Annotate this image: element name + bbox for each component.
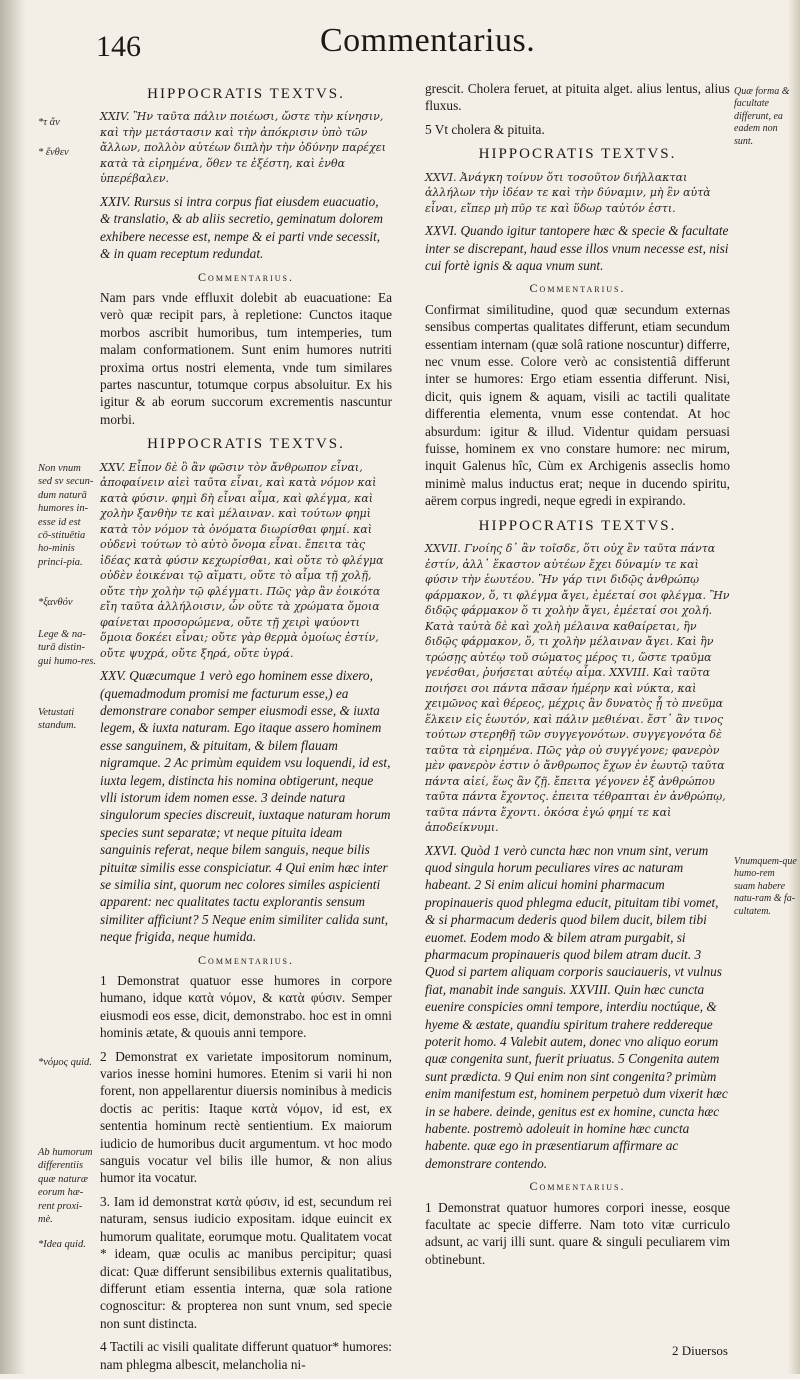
commentary-text: 4 Tactili ac visili qualitate differunt quatuor* humores: nam phlegma albescit, melancholia ni- bbox=[100, 1339, 392, 1372]
latin-translation: XXVI. Quando igitur tantopere hæc & specie & facultate inter se discrepant, haud esse illos vnum necesse est, nisi cui fortè ignis & aqua vnum sunt. bbox=[425, 223, 729, 273]
commentary-text: Confirmat similitudine, quod quæ secundum externas sensibus compertas qualitates differunt, etiam secundum essentiam internam (quæ solâ ratione noscuntur) differre, nec vnum esse. Colore verò ac consistentiâ differunt inter se humores: Ergo etiam essentia differunt. Nisi, dicit, quis ignem & aquam, visili ac tactili qualitate differentia elementa, vnum esse contendat. At hoc absurdum: igitur & illud. Videntur quidam persuasi fuisse, hominem ex vno constare humore: nec mirum, inquit Galenus hîc, Cùm ex Archigenis asseclis homo minimè malus inductus erat; neque in ducendo spiritu, aërem corpus ingredi, neque egredi in expirando. bbox=[425, 301, 730, 509]
margin-note: Vetustati standum. bbox=[38, 707, 77, 732]
margin-note: Non vnum sed sv secun-dum naturā humores in-esse id est cō-stituētia ho-minis princi-pia. bbox=[38, 463, 94, 568]
commentary-heading: Commentarius. bbox=[529, 281, 626, 296]
commentary-text: 2 Demonstrat ex varietate impositorum nominum, varios inesse homini humores. Etenim si varii hi non forent, non appellarentur diuersis nominibus à medicis doctis ac peritis: Itaque κατὰ νόμον, id est, ex sententia hominum rectè sentientium. Ex maiorum iudicio de humoribus ducit argumentum. vt hoc modo sanguis vocatur vel bilis ille humor, & non alius humor ita vocatur. bbox=[100, 1048, 392, 1186]
section-heading: HIPPOCRATIS TEXTVS. bbox=[478, 517, 677, 534]
margin-note: Lege & na-turā distin-gui humo-res. bbox=[38, 629, 96, 667]
commentary-text: 1 Demonstrat quatuor esse humores in corpore humano, idque κατὰ νόμον, & κατὰ φύσιν. Semper eiusmodi eos esse, dicit, demonstrabo. hoc est in omni hominis ætate, & quouis anni tempore. bbox=[100, 973, 392, 1041]
right-column bbox=[425, 78, 730, 1274]
continued-text: 5 Vt cholera & pituita. bbox=[425, 121, 545, 137]
commentary-heading: Commentarius. bbox=[198, 269, 294, 284]
latin-translation: XXVI. Quòd 1 verò cuncta hæc non vnum sint, verum quod singula horum peculiares vires ac naturam habeant. 2 Si enim alicui homini pharmacum propinaueris quod phlegma educit, pituitam tibi vomet, & si pharmacum dederis quod bilem ducit, bilem tibi euomet. Eodem modo & bilem atram purgabit, si pharmacum propinaueris quod bilem atram ducit. 3 Quod si partem aliquam corporis sauciaueris, vt vulnus fiat, manabit inde sanguis. XXVIII. Quin hæc cuncta euenire conspicies omni tempore, interdiu noctúque, & hyeme & æstate, quandiu spiritum trahere reddereque poterit homo. 4 Valebit autem, donec vno aliquo eorum quæ congenita sunt, fuerit priuatus. 5 Congenita autem sunt prædicta. 9 Qui enim non sint congenita? primùm enim manifestum est, hominem perpetuò dum vixerit hæc in se habere. deinde, genitus est ex homine, cuncta hæc habente. postremò adoleuit in homine hæc cuncta habente. quæ ego in præsentiarum affirmare ac demonstrare contendo. bbox=[425, 842, 728, 1171]
margin-note: Vnumquem-que humo-rem suam habere natu-ram & fa-cultatem. bbox=[734, 856, 797, 917]
running-head: Commentarius. bbox=[320, 22, 536, 59]
greek-text: XXV. Εἶπον δὲ ὃ ἂν φῶσιν τὸν ἄνθρωπον εἶναι, ἀποφαίνειν αἰεὶ ταῦτα εἶναι, καὶ κατὰ νόμον καὶ κατὰ φύσιν. φημὶ δὴ εἶναι αἷμα, καὶ φλέγμα, καὶ χολὴν ξανθὴν τε καὶ μέλαιναν. καὶ τούτων φημὶ κατὰ τὸν νόμον τὰ ὀνόματα διωρίσθαι φημί. καὶ οὐδενὶ τούτων τὸ αὐτὸ ὄνομα εἶναι. ἔπειτα τὰς ἰδέας κατὰ φύσιν κεχωρίσθαι, καὶ οὔτε τὸ φλέγμα οὐδὲν ἐοικέναι τῷ αἵματι, οὔτε τὸ αἷμα τῇ χολῇ, οὔτε τὴν χολὴν τῷ φλέγματι. Πῶς γὰρ ἂν ἐοικότα εἴη ταῦτα ἀλλήλοισιν, ὧν οὔτε τὰ χρώματα ὅμοια φαίνεται προσορώμενα, οὔτε τῇ χειρὶ ψαύοντι ὅμοια δοκέει εἶναι; οὔτε γὰρ θερμὰ ὁμοίως ἐστίν, οὔτε ψυχρά, οὔτε ξηρά, οὔτε ὑγρά. bbox=[100, 460, 384, 660]
binding-shadow bbox=[0, 0, 26, 1374]
page-number: 146 bbox=[96, 30, 141, 63]
latin-translation: XXV. Quæcumque 1 verò ego hominem esse dixero, (quemadmodum promisi me facturum esse,) ea demonstrare conabor semper eiusmodi esse, & iuxta legem, & iuxta naturam. Ego itaque assero hominem esse sanguinem, & pituitam, & bilem flauam nigramque. 2 Ac primùm equidem vsu loquendi, id est, iuxta legem, distincta his nomina obtigerunt, neque vlli istorum idem nomen esse. 3 deinde natura singulorum species discreuit, iuxtaque naturam horum species sunt separatæ; vt neque pituita ideam sanguinis referat, neque bilem sanguis, neque bilis pituitæ similis esse conspiciatur. 4 Qui enim hæc inter se similia sint, quorum nec colores similes aspicienti apparent: nec qualitates tactu explorantis sensum similiter afficiunt? 5 Neque enim similiter calida sunt, neque frigida, neque humida. bbox=[100, 668, 391, 945]
section-heading: HIPPOCRATIS TEXTVS. bbox=[478, 146, 677, 163]
catchword: 2 Diuersos bbox=[672, 1343, 728, 1358]
commentary-text: 3. Iam id demonstrat κατὰ φύσιν, id est, secundum rei naturam, sensus iudicio expositam. idque euincit ex humorum qualitate, eorumque motu. Qualitatem vocat * ideam, quæ oculis ac manibus percipitur; quasi dicat: Quæ differunt sensibilibus externis qualitatibus, differunt etiam essentia interna, quæ sola ratione cognoscitur: & propterea non sunt vnum, sed specie non sunt distincta. bbox=[100, 1193, 392, 1331]
section-heading: HIPPOCRATIS TEXTVS. bbox=[147, 86, 345, 102]
margin-note: *τ ἄν bbox=[38, 117, 60, 128]
greek-text: XXIV. Ἢν ταῦτα πάλιν ποιέωσι, ὤστε τὴν κίνησιν, καὶ τὴν μετάστασιν καὶ τὴν ἀπόκρισιν ὑπὸ τῶν ἄλλων, πολλὸν αὐτέων διπλὴν τὴν ὀδύνην παρέχει κατὰ τὰ εἰρημένα, ὅθεν τε ἐξέστη, καὶ ἐνθα ὑπερέβαλεν. bbox=[100, 110, 386, 186]
commentary-text: 1 Demonstrat quatuor humores corpori inesse, eosque facultate ac specie differre. Nam toto vitæ curriculo adsunt, ac varij illi sunt. quare & singuli peculiarem vim obtinebunt. bbox=[425, 1199, 730, 1267]
commentary-heading: Commentarius. bbox=[198, 952, 294, 967]
margin-note: Quæ forma & facultate differunt, ea eadem non sunt. bbox=[734, 86, 790, 147]
margin-note: *ξανθόν bbox=[38, 597, 73, 608]
greek-text: XXVII. Γνοίης δ᾽ ἂν τοῖσδε, ὅτι οὐχ ἓν ταῦτα πάντα ἐστίν, ἀλλ᾽ ἕκαστον αὐτέων ἔχει δύναμίν τε καὶ φύσιν τὴν ἑωυτέου. Ἢν γάρ τινι διδῷς ἀνθρώπῳ φάρμακον, ὅ, τι φλέγμα ἄγει, ἐμέεταί σοι φλέγμα. Ἢν διδῷς φάρμακον ὅ τι χολὴν ἄγει, ἐμέεταί σοι χολή. Κατὰ ταὐτὰ δὲ καὶ χολὴ μέλαινα καθαίρεται, ἢν διδῷς φάρμακον, ὅ, τι χολὴν μέλαιναν ἄγει. Καὶ ἢν τρώσῃς αὐτέῳ τοῦ σώματος μέρος τι, ὥστε τραῦμα γενέσθαι, ῥυήσεται αὐτέῳ αἷμα. XXVIII. Καὶ ταῦτα ποιήσει σοι πάντα πᾶσαν ἡμέρην καὶ νύκτα, καὶ χειμῶνος καὶ θέρεος, μέχρις ἂν δυνατὸς ᾖ τὸ πνεῦμα ἕλκειν εἰς ἑωυτόν, καὶ πάλιν μεθιέναι. ἔστ᾽ ἂν τινος τούτων στερηθῇ τῶν συγγεγονότων. συγγεγονότα δὲ ταῦτα τὰ εἰρημένα. Πῶς γὰρ οὐ συγγέγονε; φανερὸν μὲν φανερὸν ἐστιν ὁ ἄνθρωπος ἔχων ἐν ἑωυτῷ ταῦτα πάντα αἰεί, ἕως ἂν ζῇ. ἔπειτα γέγονεν ἐξ ἀνθρώπου ταῦτα πάντα ἔχοντος. ἐπειτα τέθραπται ἐν ἀνθρώπῳ, ταῦτα πάντα ἔχοντι. ὁκόσα ἐγώ φημί τε καὶ ἀποδείκνυμι. bbox=[425, 542, 730, 835]
greek-text: XXVI. Ἀνάγκη τοίνυν ὅτι τοσοῦτον διήλλακται ἀλλήλων τὴν ἰδέαν τε καὶ τὴν δύναμιν, μὴ ἓν αὐτὰ εἶναι, εἴπερ μὴ πῦρ τε καὶ ὕδωρ ταὐτόν ἐστι. bbox=[425, 170, 711, 215]
continued-text: grescit. Cholera feruet, at pituita alget. alius lentus, alius fluxus. bbox=[425, 81, 730, 114]
margin-note: Ab humorum differentiis quæ naturæ eorum hæ-rent proxi-mè. bbox=[38, 1147, 93, 1226]
section-heading: HIPPOCRATIS TEXTVS. bbox=[147, 436, 345, 453]
margin-note: *Idea quid. bbox=[38, 1239, 86, 1250]
commentary-text: Nam pars vnde effluxit dolebit ab euacuatione: Ea verò quæ recipit pars, à repletione: Cunctos itaque morbos ascribit humoribus, tum intemperies, tum malam conformationem. Sunt enim humores nutriti proxima ortus nostri elementa, vnde tum similares partes nascuntur, totumque corpus absoluitur. Ex his igitur & ab eorum succorum excrementis nascuntur morbi. bbox=[100, 289, 392, 427]
edge-shadow bbox=[788, 0, 800, 1374]
margin-note: * ἕνθεν bbox=[38, 147, 69, 158]
commentary-heading: Commentarius. bbox=[529, 1179, 626, 1194]
left-column bbox=[100, 78, 392, 1379]
latin-translation: XXIV. Rursus si intra corpus fiat eiusdem euacuatio, & translatio, & ab aliis secretio, geminatum dolorem exhibere necesse est, nempe & ei parti vnde secessit, & in quam receptum redundat. bbox=[100, 193, 384, 262]
margin-note: *νόμος quid. bbox=[38, 1057, 92, 1068]
